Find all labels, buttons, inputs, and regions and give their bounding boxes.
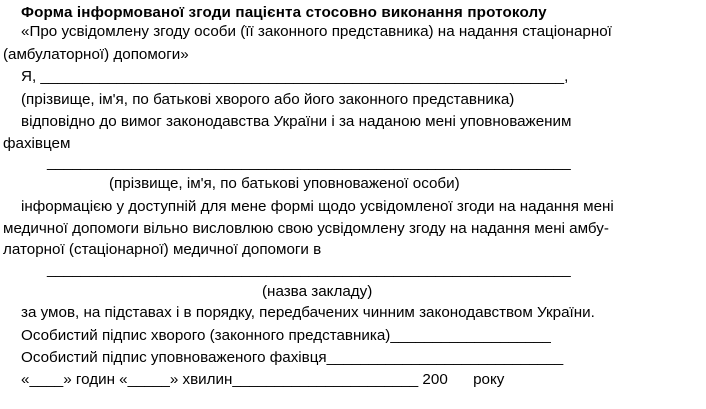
patient-name-hint: (прізвище, ім'я, по батькові хворого або його законного представника) [21, 91, 515, 108]
conditions-text: за умов, на підставах і в порядку, передбачених чинним законодавством України. [21, 304, 595, 321]
specialist-signature-line: Особистий підпис уповноваженого фахівця____________________________ [21, 349, 564, 366]
protocol-name-line-1: «Про усвідомлену згоду особи (її законного представника) на надання стаціонарної [21, 23, 612, 40]
specialist-name-blank: ______________________________________________________________ [47, 154, 571, 171]
date-time-line: «____» годин «_____» хвилин______________________ 200 року [21, 371, 505, 388]
patient-signature-line: Особистий підпис хворого (законного представника)___________________ [21, 327, 551, 344]
form-title: Форма інформованої згоди пацієнта стосовно виконання протоколу [21, 4, 547, 21]
info-text-line-2: медичної допомоги вільно висловлюю свою усвідомлену згоду на надання мені амбу- [3, 220, 609, 237]
protocol-name-line-2: (амбулаторної) допомоги» [3, 46, 189, 63]
law-text-line-2: фахівцем [3, 135, 71, 152]
facility-name-blank: ______________________________________________________________ [47, 261, 571, 278]
law-text-line-1: відповідно до вимог законодавства України і за наданою мені уповноваженим [21, 113, 572, 130]
info-text-line-3: латорної (стаціонарної) медичної допомоги в [3, 241, 322, 258]
info-text-line-1: інформацією у доступній для мене формі щодо усвідомленої згоди на надання мені [21, 198, 614, 215]
facility-name-hint: (назва закладу) [262, 283, 373, 300]
specialist-name-hint: (прізвище, ім'я, по батькові уповноваженої особи) [109, 175, 460, 192]
patient-name-blank: Я, ______________________________________________________________, [21, 68, 569, 85]
